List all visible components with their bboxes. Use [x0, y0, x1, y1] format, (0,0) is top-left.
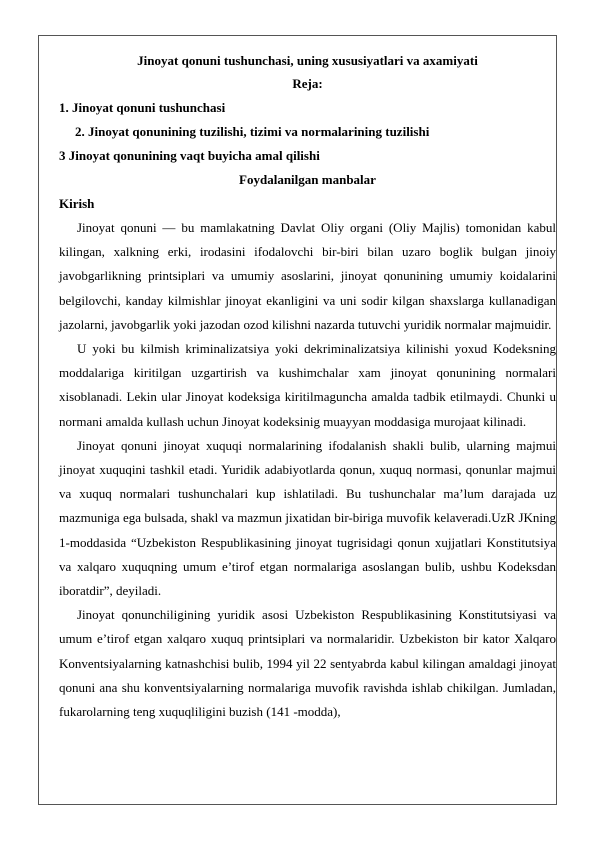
- plan-heading: Reja:: [292, 76, 323, 91]
- plan-item-2: 2. Jinoyat qonunining tuzilishi, tizimi va normalarining tuzilishi: [75, 124, 430, 139]
- plan-item-1: 1. Jinoyat qonuni tushunchasi: [59, 100, 226, 115]
- paragraph-2: U yoki bu kilmish kriminalizatsiya yoki dekriminalizatsiya kilinishi yoxud Kodeksning moddalariga kiritilgan uzgartirish va kushimchalar xam jinoyat qonunining normalari xisoblanadi. Lekin ular Jinoyat kodeksiga kiritilmaguncha amalda tadbik etilmaydi. Chunki u normani amalda kullash uchun Jinoyat kodeksinig muayyan moddasiga murojaat kilinadi.: [59, 341, 556, 429]
- paragraph-4: Jinoyat qonunchiligining yuridik asosi Uzbekiston Respublikasining Konstitutsiyasi va umum e’tirof etgan xalqaro xuquq printsiplari va normalaridir. Uzbekiston bir kator Xalqaro Konventsiyalarning katnashchisi bulib, 1994 yil 22 sentyabrda kabul kilingan amaldagi jinoyat qonuni ana shu konventsiyalarning normalariga muvofik ravishda ishlab chikilgan. Jumladan, fukarolarning teng xuquqliligini buzish (141 -modda),: [59, 607, 556, 720]
- intro-heading: Kirish: [59, 196, 95, 211]
- sources-heading: Foydalanilgan manbalar: [239, 172, 376, 187]
- document-body: [59, 52, 556, 724]
- plan-item-3: 3 Jinoyat qonunining vaqt buyicha amal qilishi: [59, 148, 320, 163]
- paragraph-3: Jinoyat qonuni jinoyat xuquqi normalarining ifodalanish shakli bulib, ularning majmui jinoyat xuquqini tashkil etadi. Yuridik adabiyotlarda qonun, xuquq normasi, qonunlar majmui va xuquq normalari tushunchalari kup ishlatiladi. Bu tushunchalar ma’lum darajada uz mazmuniga ega bulsada, shakl va mazmun jixatidan bir-biriga muvofik kelaveradi.UzR JKning 1-moddasida “Uzbekiston Respublikasining jinoyat tugrisidagi qonun xujjatlari Konstitutsiya va xalqaro xuquqning umum e’tirof etgan normalariga asoslangan bulib, ushbu Kodeksdan iboratdir”, deyiladi.: [59, 437, 556, 599]
- paragraph-1: Jinoyat qonuni — bu mamlakatning Davlat Oliy organi (Oliy Majlis) tomonidan kabul kilingan, xalkning erki, irodasini ifodalovchi bir-biri bilan uzaro boglik bulgan jinoiy javobgarlikning printsiplari va umumiy asoslarini, jinoyat qonunining umumiy koidalarini belgilovchi, kanday kilmishlar jinoyat ekanligini va uni sodir kilgan shaxslarga kullanadigan jazolarni, javobgarlik yoki jazodan ozod kilishni nazarda tutuvchi yuridik normalar majmuidir.: [59, 220, 556, 332]
- document-title: Jinoyat qonuni tushunchasi, uning xususiyatlari va axamiyati: [137, 53, 478, 68]
